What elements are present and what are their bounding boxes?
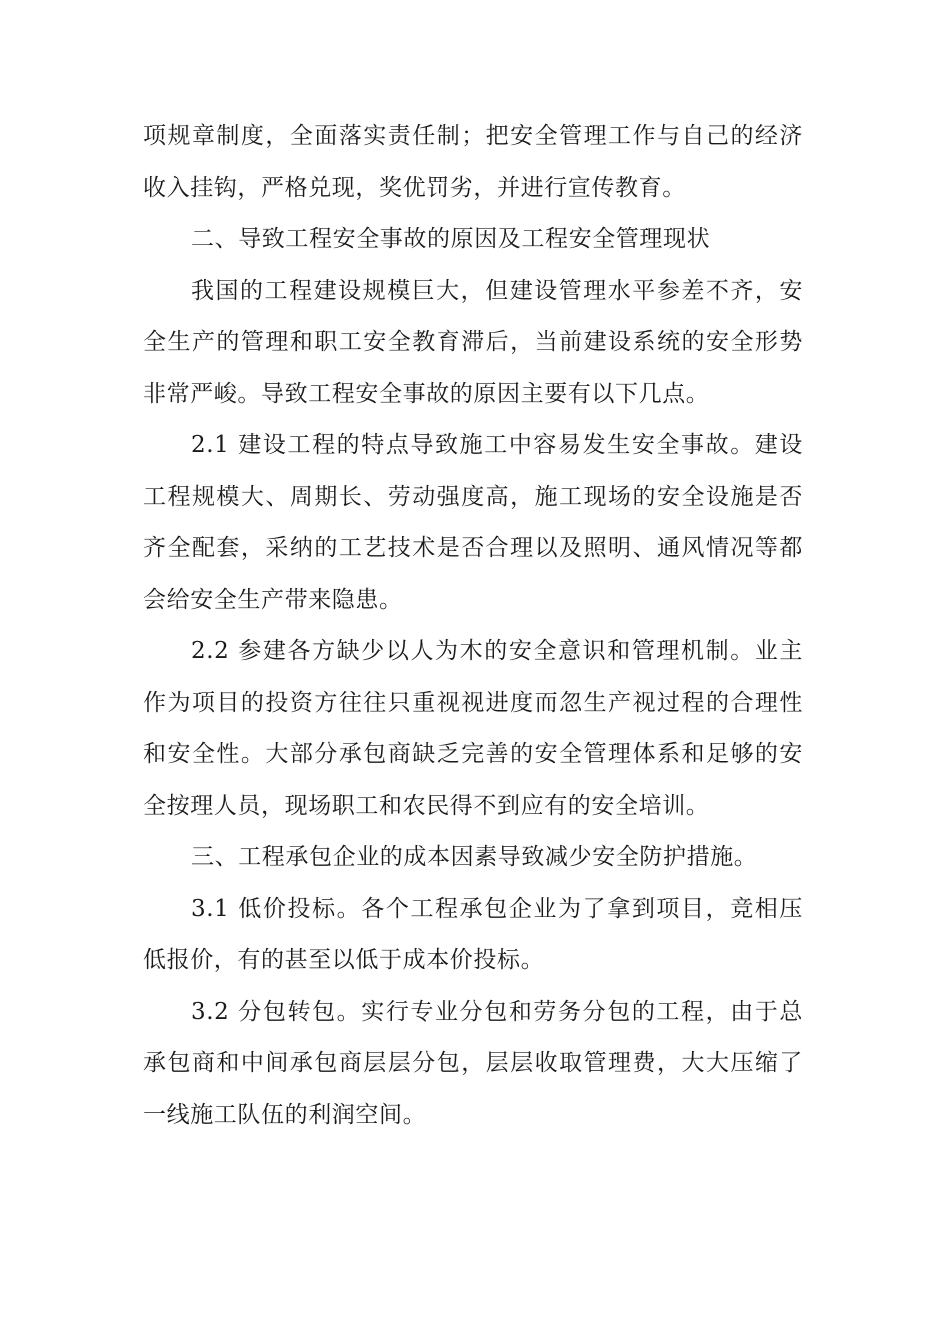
paragraph-overview: 我国的工程建设规模巨大，但建设管理水平参差不齐，安全生产的管理和职工安全教育滞后，当前建设系统的安全形势非常严峻。导致工程安全事故的原因主要有以下几点。 xyxy=(143,277,803,407)
section-heading-3: 三、工程承包企业的成本因素导致减少安全防护措施。 xyxy=(191,844,758,870)
paragraph-continuation: 项规章制度，全面落实责任制；把安全管理工作与自己的经济收入挂钩，严格兑现，奖优罚劣，并进行宣传教育。 xyxy=(143,123,803,201)
paragraph-3-1: 3.1 低价投标。各个工程承包企业为了拿到项目，竞相压低报价，有的甚至以低于成本价投标。 xyxy=(143,895,803,973)
document-body xyxy=(143,111,803,1141)
section-heading-2: 二、导致工程安全事故的原因及工程安全管理现状 xyxy=(191,226,711,252)
paragraph-2-2: 2.2 参建各方缺少以人为木的安全意识和管理机制。业主作为项目的投资方往往只重视视进度而忽生产视过程的合理性和安全性。大部分承包商缺乏完善的安全管理体系和足够的安全按理人员，现场职工和农民得不到应有的安全培训。 xyxy=(143,638,803,819)
paragraph-2-1: 2.1 建设工程的特点导致施工中容易发生安全事故。建设工程规模大、周期长、劳动强度高，施工现场的安全设施是否齐全配套，采纳的工艺技术是否合理以及照明、通风情况等都会给安全生产带来隐患。 xyxy=(143,432,803,613)
paragraph-3-2: 3.2 分包转包。实行专业分包和劳务分包的工程，由于总承包商和中间承包商层层分包，层层收取管理费，大大压缩了一线施工队伍的利润空间。 xyxy=(143,998,803,1128)
